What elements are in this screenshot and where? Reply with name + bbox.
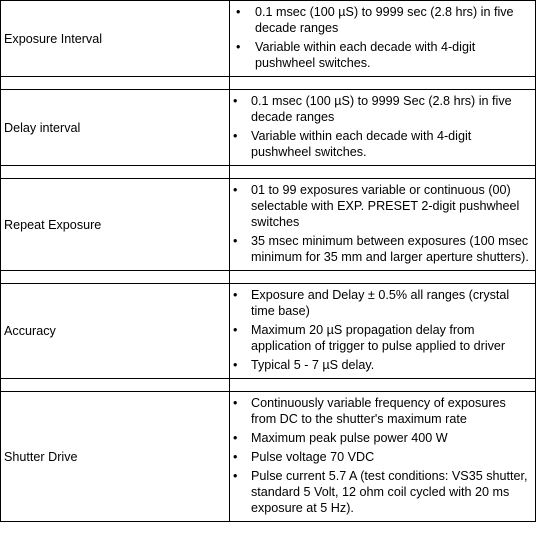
bullet-item: • Exposure and Delay ± 0.5% all ranges (crystal time base) xyxy=(230,287,535,319)
bullet-item: • Variable within each decade with 4-digit pushwheel switches. xyxy=(230,128,535,160)
spacer-row xyxy=(1,379,536,392)
row-label-cell xyxy=(1,1,230,77)
bullet-item: • Variable within each decade with 4-digit pushwheel switches. xyxy=(230,39,535,71)
bullet-item: • Typical 5 - 7 µS delay. xyxy=(230,357,535,373)
spacer-row xyxy=(1,271,536,284)
bullet-list xyxy=(230,182,535,265)
row-bullets-cell xyxy=(230,90,536,166)
spacer-row xyxy=(1,166,536,179)
bullet-item: • 0.1 msec (100 µS) to 9999 Sec (2.8 hrs) in five decade ranges xyxy=(230,93,535,125)
table-row-delay-interval xyxy=(1,90,536,166)
row-label-cell xyxy=(1,392,230,522)
table-row-repeat-exposure xyxy=(1,179,536,271)
row-label: Delay interval xyxy=(4,120,81,135)
bullet-item: • Maximum 20 µS propagation delay from application of trigger to pulse applied to driver xyxy=(230,322,535,354)
bullet-item: • Continuously variable frequency of exposures from DC to the shutter's maximum rate xyxy=(230,395,535,427)
row-bullets-cell xyxy=(230,392,536,522)
table-row-accuracy xyxy=(1,284,536,379)
bullet-list xyxy=(230,287,535,373)
row-label: Accuracy xyxy=(4,324,56,338)
row-bullets-cell xyxy=(230,1,536,77)
bullet-item: • Pulse voltage 70 VDC xyxy=(230,449,535,465)
bullet-item: • Pulse current 5.7 A (test conditions: VS35 shutter, standard 5 Volt, 12 ohm coil cycled with 20 ms exposure at 5 Hz). xyxy=(230,468,535,516)
bullet-item: • 35 msec minimum between exposures (100 msec minimum for 35 mm and larger aperture shutters). xyxy=(230,233,535,265)
bullet-item: • 0.1 msec (100 µS) to 9999 sec (2.8 hrs) in five decade ranges xyxy=(230,4,535,36)
row-bullets-cell xyxy=(230,284,536,379)
row-label-cell xyxy=(1,284,230,379)
bullet-list xyxy=(230,4,535,71)
row-label-cell xyxy=(1,90,230,166)
bullet-list xyxy=(230,395,535,516)
row-label: Shutter Drive xyxy=(4,449,78,464)
row-label: Repeat Exposure xyxy=(4,217,102,232)
table-row-shutter-drive xyxy=(1,392,536,522)
row-bullets-cell xyxy=(230,179,536,271)
row-label: Exposure Interval xyxy=(4,31,103,46)
table-row-exposure-interval xyxy=(1,1,536,77)
bullet-item: • Maximum peak pulse power 400 W xyxy=(230,430,535,446)
bullet-item: • 01 to 99 exposures variable or continuous (00) selectable with EXP. PRESET 2-digit pushwheel switches xyxy=(230,182,535,230)
bullet-list xyxy=(230,93,535,160)
row-label-cell xyxy=(1,179,230,271)
spacer-row xyxy=(1,77,536,90)
